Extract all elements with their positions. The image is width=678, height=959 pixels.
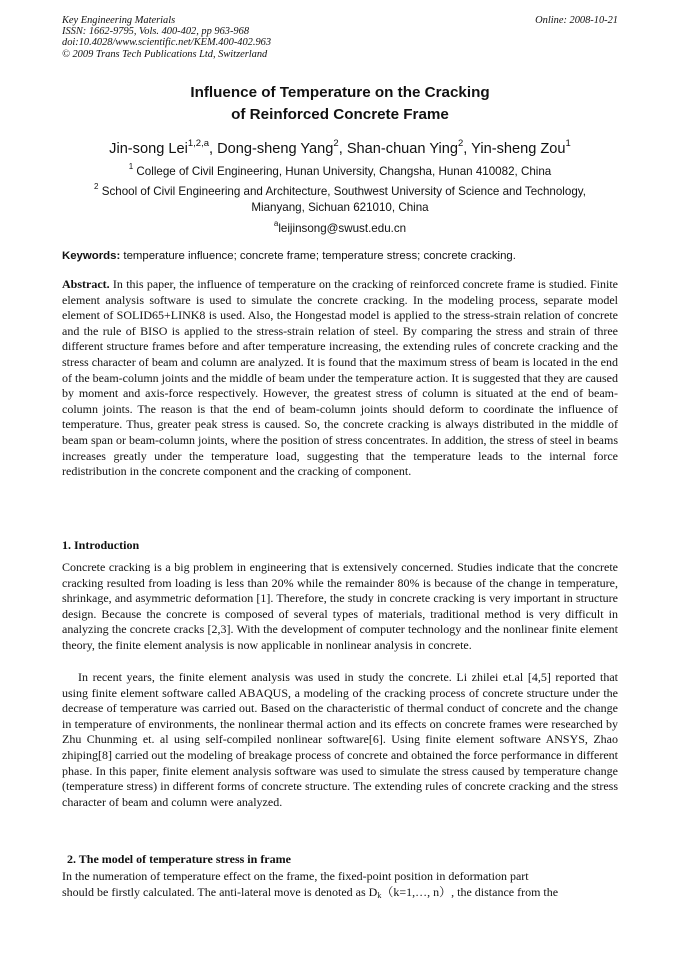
title-line-2: of Reinforced Concrete Frame [231,106,449,123]
author-superscript: 1,2,a [187,138,209,149]
keywords-text: temperature influence; concrete frame; temperature stress; concrete cracking. [120,250,516,262]
journal-name: Key Engineering Materials [62,15,176,26]
author-separator: , [463,141,472,157]
email-superscript: a [273,219,279,228]
subscript-k: k [377,890,382,900]
section-2-line-1: In the numeration of temperature effect on the frame, the fixed-point position in deformation part [62,869,529,883]
online-date: Online: 2008-10-21 [535,15,618,26]
intro-paragraph-2-text: In recent years, the finite element analysis was used in study the concrete. Li zhilei et.al [4,5] reported that using finite element software called ABAQUS, a modeling of the cracking process of concrete structure under the decrease of temperature was carried out. Based on the characteristic of thermal conduct of concrete and the change in temperature of environments, the nonlinear thermal action and its effects on concrete frames were researched by Zhu Chunming et. al using self-compiled nonlinear software[6]. Using finite element software ANSYS, Zhao zhiping[8] carried out the modeling of breakage process of concrete and obtained the force performance in different phase. In this paper, finite element analysis software was used to simulate the stress caused by temperature change (temperature stress) in different forms of concrete structure. The extending rules of concrete cracking and the stress character of beam and column were analyzed. [62,670,618,809]
author-superscript: 2 [458,138,464,149]
affiliation-2-number: 2 [94,182,99,191]
abstract-text: In this paper, the influence of temperature on the cracking of reinforced concrete frame is studied. Finite element analysis software is used to simulate the concrete cracking. In the modeling process, separate model element of SOLID65+LINK8 is used. Also, the Hongestad model is applied to the stress-strain relation of concrete and the rule of BISO is applied to the stress-strain relation of steel. By comparing the stress and strain of three different structure frames before and after temperature increasing, the extending rules of concrete cracking and the stress character of beam and column are analyzed. It is found that the maximum stress of beam is located in the end of the beam-column joints and the middle of beam under the temperature action. It is suggested that they are caused by moment and axis-force respectively. However, the greatest stress of column is situated at the end of beam-column joints. The reason is that the end of beam-column joints should deform to coordinate the influence of temperature. Thus, greater peak stress is caused. So, the concrete cracking is always distributed in the middle of beam span or beam-column joints, where the position of stress concentrates. In addition, the stress of steel in beams increases greatly under the temperature load, suggesting that the temperature leads to the internal force redistribution in the concrete component and the cracking of component. [62,277,618,479]
author-name: Shan-chuan Ying [346,141,458,157]
affiliation-2-line-2: Mianyang, Sichuan 621010, China [251,201,429,214]
author-superscript: 1 [565,138,571,149]
section-2-line-2b: （k=1,…, n）, the distance from the [381,884,559,899]
author-name: Dong-sheng Yang [217,141,334,157]
author-name: Yin-sheng Zou [471,141,566,157]
author-name: Jin-song Lei [109,141,188,157]
affiliation-1 [62,164,618,180]
intro-paragraph-2 [62,670,618,810]
section-2-line-2a: should be firstly calculated. The anti-lateral move is denoted as D [62,884,378,899]
author-separator: , [338,141,347,157]
affiliation-1-number: 1 [128,162,134,171]
affiliation-2-line-1: School of Civil Engineering and Architecture, Southwest University of Science and Technology, [101,185,586,198]
title-line-1: Influence of Temperature on the Cracking [190,84,490,101]
keywords-label: Keywords: [62,250,121,262]
section-2-line-2 [62,885,618,901]
abstract [62,277,618,480]
affiliation-2 [62,184,618,216]
author-separator: , [209,141,218,157]
intro-paragraph-1-text: Concrete cracking is a big problem in engineering that is extensively concerned. Studies indicate that the concrete cracking resulted from loading is less than 20% while the remainder 80% is because of the change in temperature, shrinkage, and asymmetric deformation [1]. Therefore, the study in concrete cracking is very important in structure design. Because the concrete is composed of several types of materials, traditional method is very difficult in analyzing the concrete cracks [2,3]. With the development of computer technology and the nonlinear finite element theory, the finite element analysis is now applicable in nonlinear analysis in concrete. [62,560,618,652]
author-list [62,139,618,159]
abstract-label: Abstract. [62,277,110,291]
email-address[interactable]: leijinsong@swust.edu.cn [278,222,407,235]
keywords [62,248,618,264]
section-1-heading: 1. Introduction [62,538,140,552]
section-2-paragraph [62,869,618,900]
affiliation-1-text: College of Civil Engineering, Hunan University, Changsha, Hunan 410082, China [136,165,552,178]
author-email [62,221,618,237]
issn-line: ISSN: 1662-9795, Vols. 400-402, pp 963-968 [62,26,250,38]
intro-paragraph-1 [62,560,618,654]
journal-metadata [62,15,618,60]
doi-line[interactable]: doi:10.4028/www.scientific.net/KEM.400-402.963 [62,37,272,49]
paper-title [62,82,618,126]
copyright-line: © 2009 Trans Tech Publications Ltd, Switzerland [62,48,268,60]
section-2-heading: 2. The model of temperature stress in frame [67,852,291,866]
author-superscript: 2 [333,138,339,149]
